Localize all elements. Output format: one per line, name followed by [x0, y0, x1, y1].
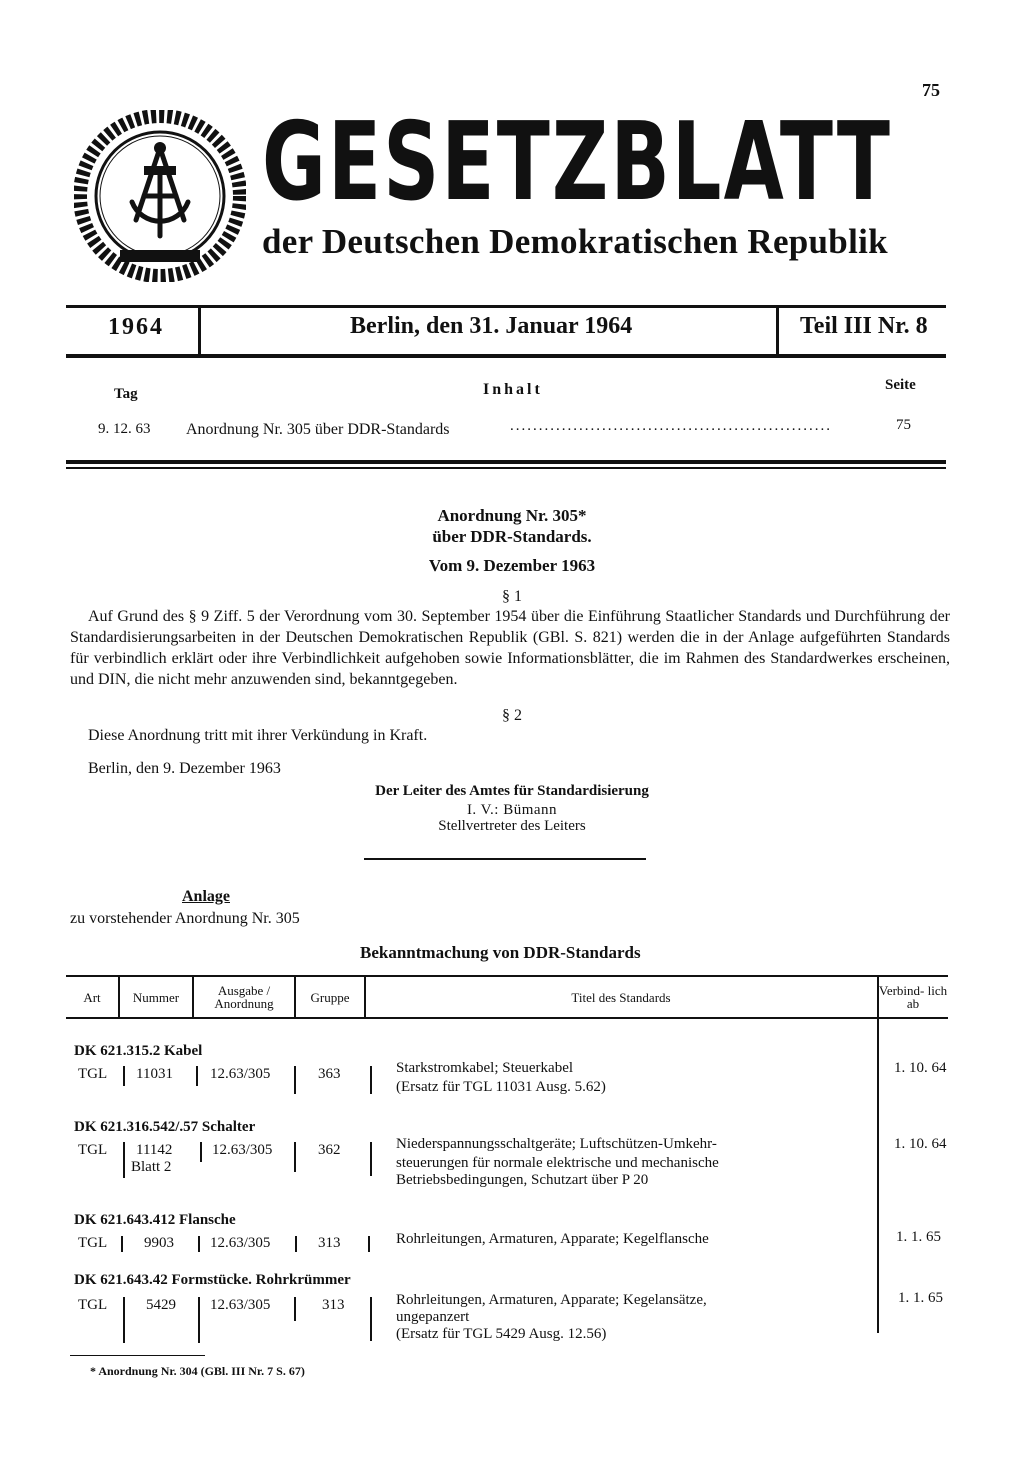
cell-ausgabe: 12.63/305	[210, 1297, 271, 1313]
divider	[66, 460, 946, 464]
cell-nummer: 9903	[144, 1235, 174, 1251]
cell-ausgabe: 12.63/305	[210, 1235, 271, 1251]
cell-art: TGL	[78, 1235, 108, 1251]
toc-entry-title[interactable]: Anordnung Nr. 305 über DDR-Standards	[186, 421, 450, 438]
issue-part: Teil III Nr. 8	[800, 313, 928, 339]
cell-gruppe: 313	[318, 1235, 341, 1251]
cell-nummer: 11031	[136, 1066, 173, 1082]
cell-titel-line: Rohrleitungen, Armaturen, Apparate; Kegelflansche	[396, 1231, 709, 1247]
table-header	[66, 975, 948, 1019]
masthead-subtitle: der Deutschen Demokratischen Republik	[262, 222, 888, 261]
cell-gruppe: 363	[318, 1066, 341, 1082]
paragraph-2-text: Diese Anordnung tritt mit ihrer Verkündung in Kraft.	[88, 727, 428, 744]
signer-office: Der Leiter des Amtes für Standardisierung	[375, 783, 649, 799]
cell-ausgabe: 12.63/305	[210, 1066, 271, 1082]
paragraph-1-heading: § 1	[502, 588, 522, 605]
cell-titel-line: ungepanzert	[396, 1309, 470, 1325]
divider	[66, 467, 946, 469]
cell-verbindlich: 1. 1. 65	[896, 1229, 941, 1245]
divider	[70, 1355, 205, 1356]
toc-entry-leader: ........................................................	[510, 418, 832, 434]
annex-subtitle: zu vorstehender Anordnung Nr. 305	[70, 910, 300, 927]
order-date: Vom 9. Dezember 1963	[428, 556, 596, 575]
column-header-gruppe: Gruppe	[310, 989, 350, 1005]
footnote: * Anordnung Nr. 304 (GBl. III Nr. 7 S. 67)	[90, 1364, 305, 1378]
cell-titel-line: Betriebsbedingungen, Schutzart über P 20	[396, 1172, 649, 1188]
toc-entry-date: 9. 12. 63	[98, 421, 151, 437]
cell-nummer: 5429	[146, 1297, 176, 1313]
cell-nummer: 11142	[136, 1142, 173, 1158]
order-title-line2: über DDR-Standards.	[432, 527, 592, 546]
cell-titel-line: (Ersatz für TGL 5429 Ausg. 12.56)	[396, 1326, 607, 1342]
cell-titel-line: Niederspannungsschaltgeräte; Luftschützen-Umkehr-	[396, 1136, 717, 1152]
cell-verbindlich: 1. 10. 64	[894, 1060, 947, 1076]
table-caption: Bekanntmachung von DDR-Standards	[360, 943, 641, 962]
cell-verbindlich: 1. 1. 65	[898, 1290, 943, 1306]
column-header-nummer: Nummer	[132, 989, 180, 1005]
column-header-art: Art	[83, 989, 101, 1005]
paragraph-1-text: Auf Grund des § 9 Ziff. 5 der Verordnung vom 30. September 1954 über die Einführung Staatlicher Standards und Durchführung der Standardisierungsarbeiten in der Deutschen Demokratischen Republik (GBl. S. 821) werden die in der Anlage aufgeführten Standards für verbindlich erklärt oder ihre Verbindlichkeit aufgehoben sowie Informationsblätter, die im Rahmen des Standardwerkes erscheinen, und DIN, die nicht mehr anzuwenden sind, bekanntgegeben.	[70, 608, 950, 688]
cell-titel-line: Starkstromkabel; Steuerkabel	[396, 1060, 574, 1076]
divider	[364, 858, 646, 860]
group-heading: DK 621.315.2 Kabel	[74, 1043, 203, 1059]
cell-art: TGL	[78, 1066, 108, 1082]
cell-nummer-sheet: Blatt 2	[131, 1159, 172, 1175]
issue-year: 1964	[108, 314, 164, 340]
cell-ausgabe: 12.63/305	[212, 1142, 273, 1158]
ddr-coat-of-arms-icon	[74, 110, 246, 282]
toc-entry-page[interactable]: 75	[896, 417, 911, 433]
order-title-line1: Anordnung Nr. 305*	[437, 506, 587, 525]
column-header-ausgabe: Ausgabe / Anordnung	[214, 983, 274, 1011]
group-heading: DK 621.316.542/.57 Schalter	[74, 1119, 256, 1135]
cell-verbindlich: 1. 10. 64	[894, 1136, 947, 1152]
issue-date: Berlin, den 31. Januar 1964	[350, 313, 633, 339]
cell-titel-line: steuerungen für normale elektrische und mechanische	[396, 1155, 719, 1171]
column-header-titel: Titel des Standards	[571, 989, 671, 1005]
signer-role: Stellvertreter des Leiters	[438, 818, 586, 834]
column-header-verbindlich: Verbind- lich ab	[878, 983, 948, 1011]
cell-titel-line: (Ersatz für TGL 11031 Ausg. 5.62)	[396, 1079, 606, 1095]
masthead-title: GESETZBLATT	[262, 100, 893, 225]
annex-title: Anlage	[182, 888, 230, 905]
page-number: 75	[922, 80, 940, 100]
group-heading: DK 621.643.412 Flansche	[74, 1212, 236, 1228]
cell-art: TGL	[78, 1297, 108, 1313]
signing-place-date: Berlin, den 9. Dezember 1963	[88, 760, 281, 777]
cell-gruppe: 313	[322, 1297, 345, 1313]
group-heading: DK 621.643.42 Formstücke. Rohrkrümmer	[74, 1272, 351, 1288]
toc-col-inhalt: Inhalt	[483, 381, 543, 398]
cell-gruppe: 362	[318, 1142, 341, 1158]
toc-col-seite: Seite	[885, 377, 916, 393]
cell-titel-line: Rohrleitungen, Armaturen, Apparate; Kegelansätze,	[396, 1292, 707, 1308]
cell-art: TGL	[78, 1142, 108, 1158]
paragraph-2-heading: § 2	[502, 707, 522, 724]
toc-col-tag: Tag	[114, 386, 138, 402]
signer-name: I. V.: Bümann	[466, 802, 558, 818]
